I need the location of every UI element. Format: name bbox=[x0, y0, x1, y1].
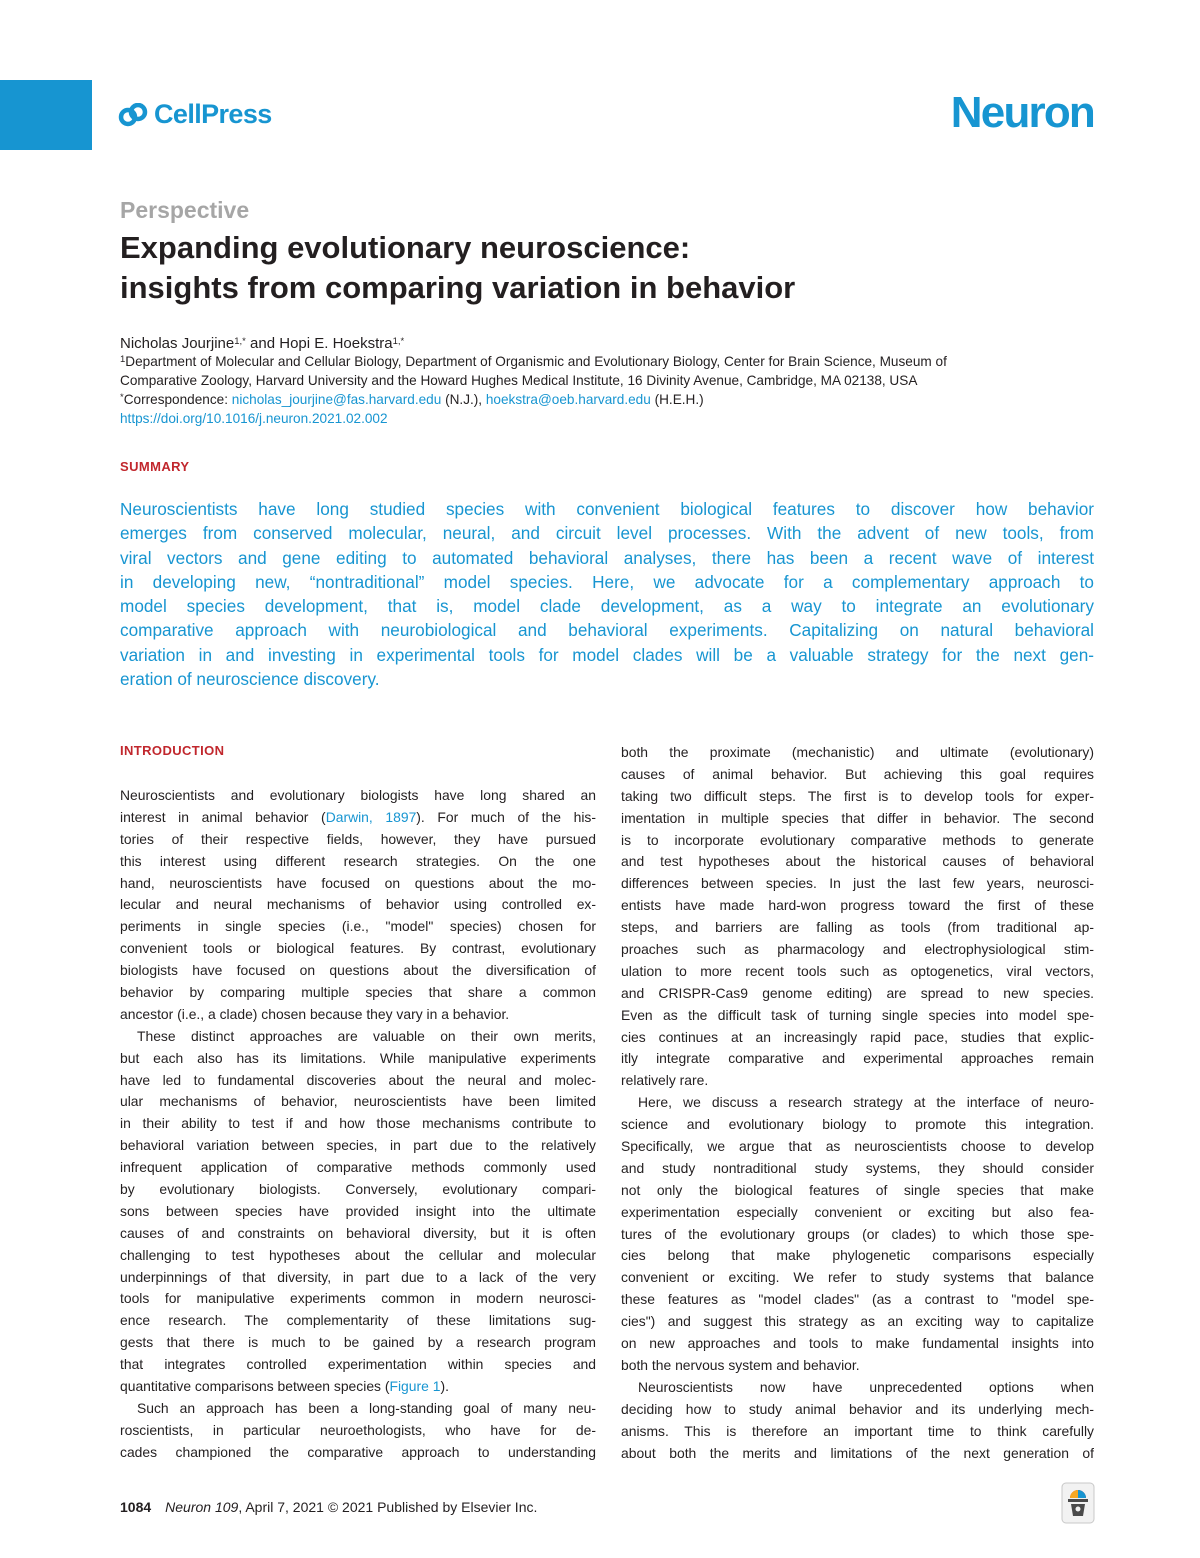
body-text-line: These distinct approaches are valuable on their own merits, bbox=[137, 1027, 596, 1044]
introduction-heading: INTRODUCTION bbox=[120, 743, 225, 758]
body-text-line: about both the merits and limitations of the next generation of bbox=[621, 1444, 1094, 1461]
body-text-line: causes of and constraints on behavioral diversity, but it is often bbox=[120, 1224, 596, 1241]
title-line: insights from comparing variation in behavior bbox=[120, 270, 796, 305]
body-text-line: cades championed the comparative approach to understanding bbox=[120, 1443, 596, 1460]
body-text-line: and study nontraditional study systems, they should consider bbox=[621, 1159, 1094, 1176]
summary-line: emerges from conserved molecular, neural, and circuit level processes. With the advent of new tools, from bbox=[120, 523, 1094, 544]
body-text-line: and CRISPR-Cas9 genome editing) are spread to new species. bbox=[621, 984, 1094, 1001]
author-joiner: and bbox=[245, 335, 280, 352]
body-text-line: periments in single species (i.e., "model" species) chosen for bbox=[120, 918, 596, 935]
body-text-line: have led to fundamental discoveries about the neural and molec- bbox=[120, 1071, 596, 1088]
footer-journal: Neuron bbox=[165, 1499, 215, 1515]
body-text-line: both the proximate (mechanistic) and ultimate (evolutionary) bbox=[621, 744, 1094, 760]
cellpress-link-icon bbox=[118, 103, 148, 127]
body-text-line: Specifically, we argue that as neuroscientists choose to develop bbox=[621, 1138, 1094, 1155]
doi-link[interactable]: https://doi.org/10.1016/j.neuron.2021.02.002 bbox=[120, 411, 388, 426]
body-text-line: convenient or exciting. We refer to study systems that balance bbox=[621, 1269, 1094, 1286]
body-text-line: roscientists, in particular neuroethologists, who have for de- bbox=[120, 1421, 596, 1438]
summary-line: viral vectors and gene editing to automated behavioral analyses, there has been a recent wave of interest bbox=[120, 547, 1094, 568]
body-text-line: this interest using different research strategies. On the one bbox=[120, 852, 596, 869]
affiliation-marker: 1 bbox=[120, 354, 126, 365]
body-text-line: science and evolutionary biology to promote this integration. bbox=[621, 1116, 1094, 1133]
email-link[interactable]: hoekstra@oeb.harvard.edu bbox=[485, 392, 651, 407]
body-text-line: biologists have focused on questions about the diversification of bbox=[120, 962, 596, 979]
reference-link[interactable]: Darwin, 1897 bbox=[325, 808, 417, 825]
body-text-line: sons between species have provided insight into the ultimate bbox=[120, 1202, 596, 1219]
title-line: Expanding evolutionary neuroscience: bbox=[120, 230, 691, 265]
correspondence-marker: * bbox=[120, 392, 124, 403]
body-text-line: steps, and barriers are falling as tools (from traditional ap- bbox=[621, 919, 1094, 936]
body-text-line: interest in animal behavior (Darwin, 1897). For much of the his- bbox=[120, 808, 596, 825]
body-text-line: cies belong that make phylogenetic comparisons especially bbox=[621, 1247, 1094, 1264]
body-text-line: not only the biological features of single species that make bbox=[621, 1181, 1094, 1198]
body-text-line: gests that there is much to be gained by a research program bbox=[120, 1334, 596, 1351]
body-text-line: but each also has its limitations. While manipulative experiments bbox=[120, 1049, 596, 1066]
affiliation-line: Comparative Zoology, Harvard University and the Howard Hughes Medical Institute, 16 Divinity Avenue, Cambridge, MA 02138, USA bbox=[120, 373, 918, 388]
body-text-line: lecular and neural mechanisms of behavior using controlled ex- bbox=[120, 896, 596, 913]
article-title bbox=[120, 228, 1100, 308]
body-text-line: itly integrate comparative and experimental approaches remain bbox=[621, 1050, 1094, 1067]
body-text-line: cies") and suggest this strategy as an exciting way to capitalize bbox=[621, 1313, 1094, 1330]
summary-line: model species development, that is, model clade development, as a way to integrate an evolutionary bbox=[120, 596, 1094, 617]
footer-volume: 109 bbox=[214, 1499, 239, 1515]
body-text-line: Neuroscientists now have unprecedented options when bbox=[638, 1378, 1094, 1395]
body-text-line: these features as "model clades" (as a contrast to "model spe- bbox=[621, 1291, 1094, 1308]
body-column-left bbox=[120, 785, 596, 1464]
body-text-line: cies continues at an increasingly rapid pace, studies that explic- bbox=[621, 1028, 1094, 1045]
body-text-line: tools for manipulative experiments common in modern neurosci- bbox=[120, 1290, 596, 1307]
affiliations bbox=[120, 352, 1110, 428]
body-text-line: experimentation especially convenient or exciting but also fea- bbox=[621, 1203, 1094, 1220]
body-text-line: hand, neuroscientists have focused on questions about the mo- bbox=[120, 874, 596, 891]
article-type: Perspective bbox=[120, 197, 250, 223]
body-text-line: deciding how to study animal behavior and its underlying mech- bbox=[621, 1400, 1094, 1417]
summary-line: eration of neuroscience discovery. bbox=[120, 669, 380, 690]
body-text-line: in their ability to test if and how those mechanisms contribute to bbox=[120, 1115, 596, 1132]
page-number: 1084 bbox=[120, 1499, 152, 1515]
body-text-line: both the nervous system and behavior. bbox=[621, 1356, 860, 1373]
body-text-line: quantitative comparisons between species (Figure 1). bbox=[120, 1378, 449, 1395]
affiliation-line: $^1$Department of Molecular and Cellular Biology, Department of Organismic and Evolutionary Biology, Center for Brain Science, Museum of bbox=[120, 354, 947, 369]
body-text-line: anisms. This is therefore an important time to think carefully bbox=[621, 1422, 1094, 1439]
body-text-line: Here, we discuss a research strategy at the interface of neuro- bbox=[638, 1094, 1094, 1111]
body-text-line: taking two difficult steps. The first is to develop tools for exper- bbox=[621, 787, 1094, 804]
body-text-line: ancestor (i.e., a clade) chosen because they vary in a behavior. bbox=[120, 1005, 510, 1022]
author-name[interactable]: Nicholas Jourjine bbox=[120, 335, 235, 352]
body-text-line: underpinnings of that diversity, in part due to a lack of the very bbox=[120, 1268, 596, 1285]
footer-citation: , April 7, 2021 © 2021 Published by Elsevier Inc. bbox=[238, 1499, 538, 1515]
publisher-name: CellPress bbox=[154, 99, 272, 129]
body-text-line: on new approaches and tools to make fundamental insights into bbox=[621, 1335, 1094, 1352]
email-link[interactable]: nicholas_jourjine@fas.harvard.edu bbox=[231, 392, 442, 407]
body-text-line: tures of the evolutionary groups (or clades) to which those spe- bbox=[621, 1225, 1094, 1242]
body-text-line: causes of animal behavior. But achieving this goal requires bbox=[621, 765, 1094, 782]
summary-line: in developing new, “nontraditional” model species. Here, we advocate for a complementary approach to bbox=[120, 571, 1094, 592]
summary-text bbox=[120, 497, 1094, 691]
body-text-line: entists have made hard-won progress toward the first of these bbox=[621, 897, 1094, 914]
body-text-line: is to incorporate evolutionary comparative methods to generate bbox=[621, 831, 1094, 848]
body-text-line: behavioral variation between species, in part due to the relatively bbox=[120, 1137, 596, 1154]
summary-line: comparative approach with neurobiological and behavioral experiments. Capitalizing on natural behavioral bbox=[120, 620, 1094, 641]
body-text-line: imentation in multiple species that differ in behavior. The second bbox=[621, 809, 1094, 826]
author-affiliation-marker: 1,* bbox=[392, 336, 405, 347]
body-text-line: differences between species. In just the last few years, neurosci- bbox=[621, 875, 1094, 892]
body-text-line: relatively rare. bbox=[621, 1072, 709, 1089]
journal-name[interactable]: Neuron bbox=[950, 88, 1094, 137]
journal-color-block bbox=[0, 80, 92, 150]
body-text-line: that integrates controlled experimentation within species and bbox=[120, 1356, 596, 1373]
body-text-line: and test hypotheses about the historical causes of behavioral bbox=[621, 853, 1094, 870]
body-text-line: Such an approach has been a long-standing goal of many neu- bbox=[137, 1399, 596, 1416]
correspondence-line: *Correspondence: nicholas_jourjine@fas.harvard.edu (N.J.), hoekstra@oeb.harvard.edu (H.E.H.) bbox=[120, 392, 704, 407]
body-text-line: Neuroscientists and evolutionary biologists have long shared an bbox=[120, 787, 596, 803]
author-list bbox=[120, 334, 404, 354]
body-text-line: proaches such as pharmacology and electrophysiological stim- bbox=[621, 941, 1094, 958]
body-column-right bbox=[621, 742, 1094, 1464]
author-affiliation-marker: 1,* bbox=[234, 336, 246, 347]
body-text-line: challenging to test hypotheses about the cellular and molecular bbox=[120, 1246, 596, 1263]
body-text-line: infrequent application of comparative methods commonly used bbox=[120, 1159, 596, 1176]
body-text-line: Even as the difficult task of turning single species into model spe- bbox=[621, 1006, 1094, 1023]
body-text-line: ular mechanisms of behavior, neuroscientists have been limited bbox=[120, 1093, 596, 1110]
body-text-line: ence research. The complementarity of these limitations sug- bbox=[120, 1312, 596, 1329]
summary-line: variation in and investing in experimental tools for model clades will be a valuable strategy for the next gen- bbox=[120, 644, 1094, 665]
author-name[interactable]: Hopi E. Hoekstra bbox=[279, 335, 393, 352]
summary-line: Neuroscientists have long studied species with convenient biological features to discover how behavior bbox=[120, 499, 1094, 519]
body-text-line: behavior by comparing multiple species that share a common bbox=[120, 984, 596, 1001]
reference-link[interactable]: Figure 1 bbox=[389, 1378, 441, 1395]
page-footer bbox=[120, 1499, 537, 1515]
cellpress-logo[interactable] bbox=[118, 99, 272, 130]
body-text-line: convenient tools or biological features. By contrast, evolutionary bbox=[120, 940, 596, 957]
summary-heading: SUMMARY bbox=[120, 459, 190, 474]
body-text-line: ulation to more recent tools such as optogenetics, viral vectors, bbox=[621, 962, 1094, 979]
check-for-updates-icon[interactable] bbox=[1061, 1482, 1095, 1524]
body-text-line: by evolutionary biologists. Conversely, evolutionary compari- bbox=[120, 1181, 596, 1198]
body-text-line: tories of their respective fields, however, they have pursued bbox=[120, 830, 596, 847]
